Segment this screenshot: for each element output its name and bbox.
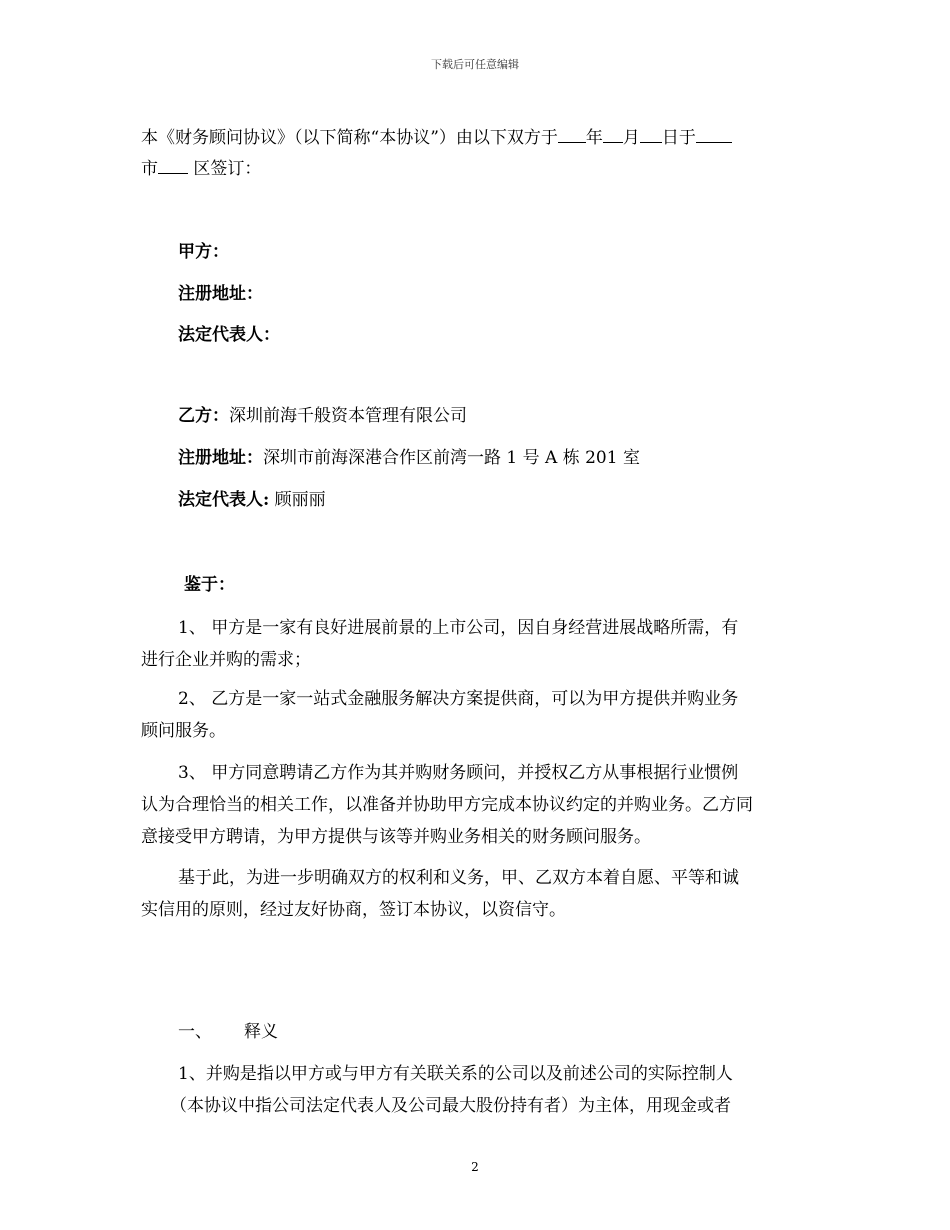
whereas-item-3-line-1: 3、 甲方同意聘请乙方作为其并购财务顾问，并授权乙方从事根据行业惯例 [178, 763, 739, 783]
definition-1-line-2: （本协议中指公司法定代表人及公司最大股份持有者）为主体，用现金或者 [170, 1096, 731, 1116]
year-blank [558, 124, 586, 143]
month-label: 月 [622, 128, 640, 148]
section-1-heading [178, 1020, 278, 1044]
whereas-title: 鉴于： [184, 575, 235, 595]
basis-line-2: 实信用的原则，经过友好协商，签订本协议，以资信守。 [141, 900, 566, 920]
city-blank [696, 124, 732, 143]
whereas-item-2-line-1: 2、 乙方是一家一站式金融服务解决方案提供商，可以为甲方提供并购业务 [178, 689, 739, 709]
whereas-item-2-line-2: 顾问服务。 [141, 721, 226, 741]
page-header-note: 下载后可任意编辑 [431, 58, 519, 71]
month-blank [603, 124, 623, 143]
party-a-address-label: 注册地址： [178, 284, 263, 304]
party-a-rep-label: 法定代表人： [178, 325, 280, 345]
party-a-name-label: 甲方： [178, 242, 229, 262]
party-b-rep-row [178, 488, 326, 512]
definition-1-line-1: 1、并购是指以甲方或与甲方有关联关系的公司以及前述公司的实际控制人 [178, 1064, 733, 1084]
whereas-item-3-line-3: 意接受甲方聘请，为甲方提供与该等并购业务相关的财务顾问服务。 [141, 827, 651, 847]
whereas-item-1-line-1: 1、 甲方是一家有良好进展前景的上市公司，因自身经营进展战略所需，有 [178, 618, 739, 638]
section-1-number: 一、 [178, 1022, 212, 1042]
party-b-name-row [178, 404, 467, 428]
party-b-name-label: 乙方： [178, 406, 229, 426]
party-b-address-value: 深圳市前海深港合作区前湾一路 1 号 A 栋 201 室 [263, 448, 640, 468]
whereas-item-3-line-2: 认为合理恰当的相关工作，以准备并协助甲方完成本协议约定的并购业务。乙方同 [141, 795, 753, 815]
party-b-name-value: 深圳前海千般资本管理有限公司 [229, 406, 467, 426]
whereas-item-1-line-2: 进行企业并购的需求； [141, 650, 311, 670]
district-blank [158, 155, 188, 174]
intro-text: 本《财务顾问协议》（以下简称“本协议”）由以下双方于 [141, 128, 558, 148]
basis-line-1: 基于此，为进一步明确双方的权利和义务，甲、乙双方本着自愿、平等和诚 [178, 868, 739, 888]
party-b-address-label: 注册地址： [178, 448, 263, 468]
party-b-rep-label: 法定代表人: [178, 490, 270, 510]
intro-line-2 [141, 155, 261, 181]
year-label: 年 [585, 128, 603, 148]
intro-line-1 [141, 124, 732, 150]
day-label: 日于 [661, 128, 696, 148]
day-blank [640, 124, 662, 143]
party-b-rep-value: 顾丽丽 [269, 490, 326, 510]
section-1-title: 释义 [244, 1022, 278, 1042]
page-number: 2 [471, 1160, 479, 1174]
party-b-address-row [178, 446, 640, 470]
district-text: 区签订： [188, 159, 262, 179]
city-label: 市 [141, 159, 158, 179]
